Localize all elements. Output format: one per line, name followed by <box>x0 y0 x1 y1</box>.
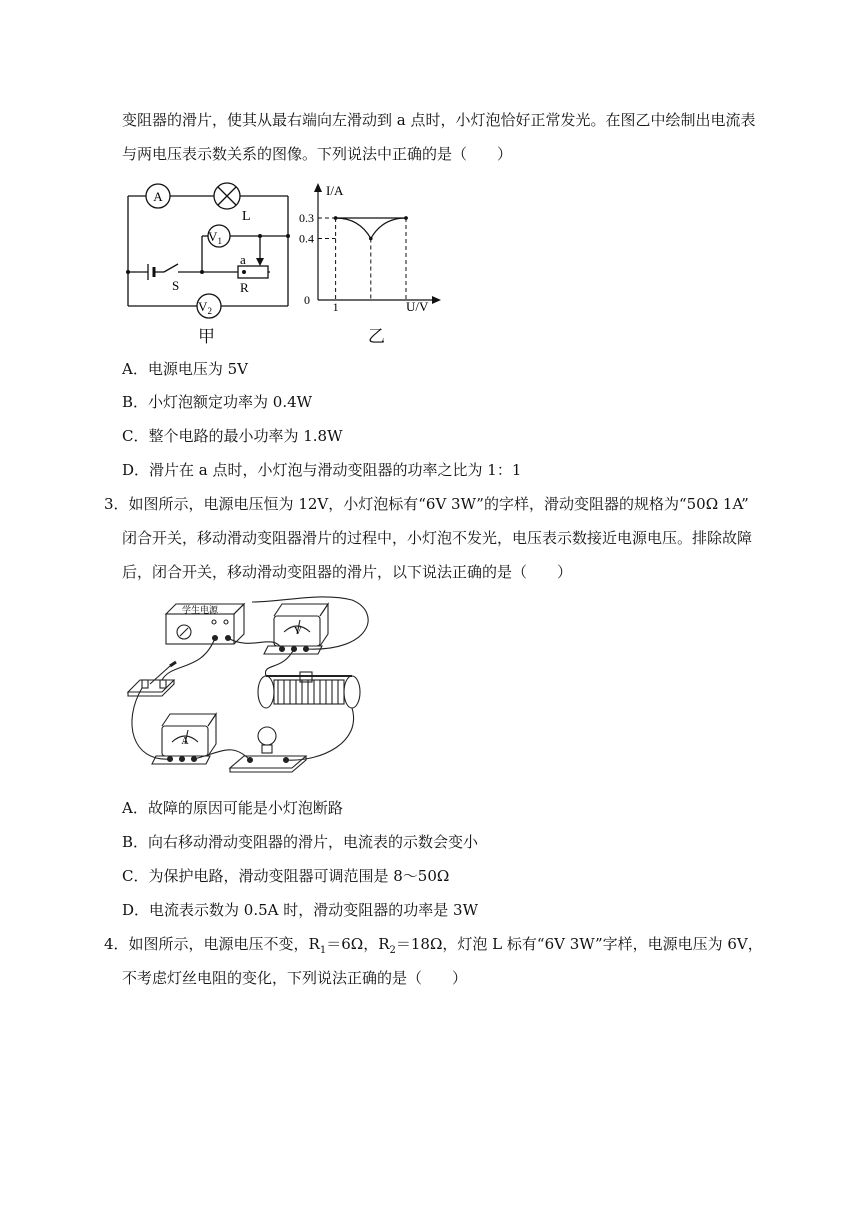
power-supply-label: 学生电源 <box>181 605 219 615</box>
q4-stem-line-2: 不考虑灯丝电阻的变化，下列说法正确的是（ ） <box>122 969 468 987</box>
series-line-1 <box>336 218 406 239</box>
rheostat-label: R <box>240 280 249 295</box>
q2-option-d: D．滑片在 a 点时，小灯泡与滑动变阻器的功率之比为 1：1 <box>122 461 522 479</box>
data-point <box>404 216 408 220</box>
figure-yi-caption: 乙 <box>368 327 385 347</box>
lamp-device <box>230 727 306 772</box>
q4-stem-line-1: 4．如图所示，电源电压不变，$R_1=6\Omega$，$R_2=18\Omega$，灯泡 L 标有“6V 3W”字样，电源电压为 6V， <box>104 935 763 956</box>
voltmeter-v1-label: $V_1$ <box>208 229 222 246</box>
point-a-label: a <box>240 252 246 267</box>
y-axis-label: I/A <box>326 183 344 198</box>
y-tick-label: 0.3 <box>299 211 314 225</box>
lamp-label: L <box>242 209 251 224</box>
y-tick-label: 0.4 <box>299 231 314 246</box>
voltmeter-device-label: V <box>294 625 302 637</box>
q2-option-b: B．小灯泡额定功率为 0.4W <box>122 393 313 411</box>
ammeter-label: A <box>153 189 163 204</box>
x-tick-label: 1 <box>332 300 339 314</box>
data-point <box>334 216 338 220</box>
q3-stem-line-2: 闭合开关，移动滑动变阻器滑片的过程中，小灯泡不发光，电压表示数接近电源电压。排除故障 <box>122 529 753 547</box>
q3-option-d: D．电流表示数为 0.5A 时，滑动变阻器的功率是 3W <box>122 901 478 919</box>
q2-stem-line-2: 与两电压表示数关系的图像。下列说法中正确的是（ ） <box>122 145 513 163</box>
data-point <box>369 237 373 241</box>
figure-jia-caption: 甲 <box>198 327 215 347</box>
q2-option-a: A．电源电压为 5V <box>122 360 248 378</box>
q2-option-c: C．整个电路的最小功率为 1.8W <box>122 427 343 445</box>
iu-graph-yi <box>296 178 446 318</box>
voltmeter-v2-label: $V_2$ <box>198 299 212 316</box>
q2-stem-line-1: 变阻器的滑片，使其从最右端向左滑动到 a 点时，小灯泡恰好正常发光。在图乙中绘制出电流表 <box>122 111 756 129</box>
rheostat-device <box>258 672 360 708</box>
switch-device <box>128 662 176 696</box>
q3-option-a: A．故障的原因可能是小灯泡断路 <box>122 799 343 817</box>
q3-stem-line-3: 后，闭合开关，移动滑动变阻器的滑片，以下说法正确的是（ ） <box>122 563 573 581</box>
origin-label: 0 <box>304 293 310 307</box>
q3-option-b: B．向右移动滑动变阻器的滑片，电流表的示数会变小 <box>122 833 479 851</box>
q3-stem-line-1: 3．如图所示，电源电压恒为 12V，小灯泡标有“6V 3W”的字样，滑动变阻器的规格为“50Ω 1A” <box>104 495 749 513</box>
apparatus-illustration <box>122 592 387 782</box>
circuit-diagram-jia <box>118 176 303 321</box>
ammeter-device-label: A <box>181 736 189 747</box>
q3-option-c: C．为保护电路，滑动变阻器可调范围是 8～50Ω <box>122 867 450 885</box>
x-axis-label: U/V <box>406 299 429 314</box>
switch-label: S <box>172 278 180 293</box>
